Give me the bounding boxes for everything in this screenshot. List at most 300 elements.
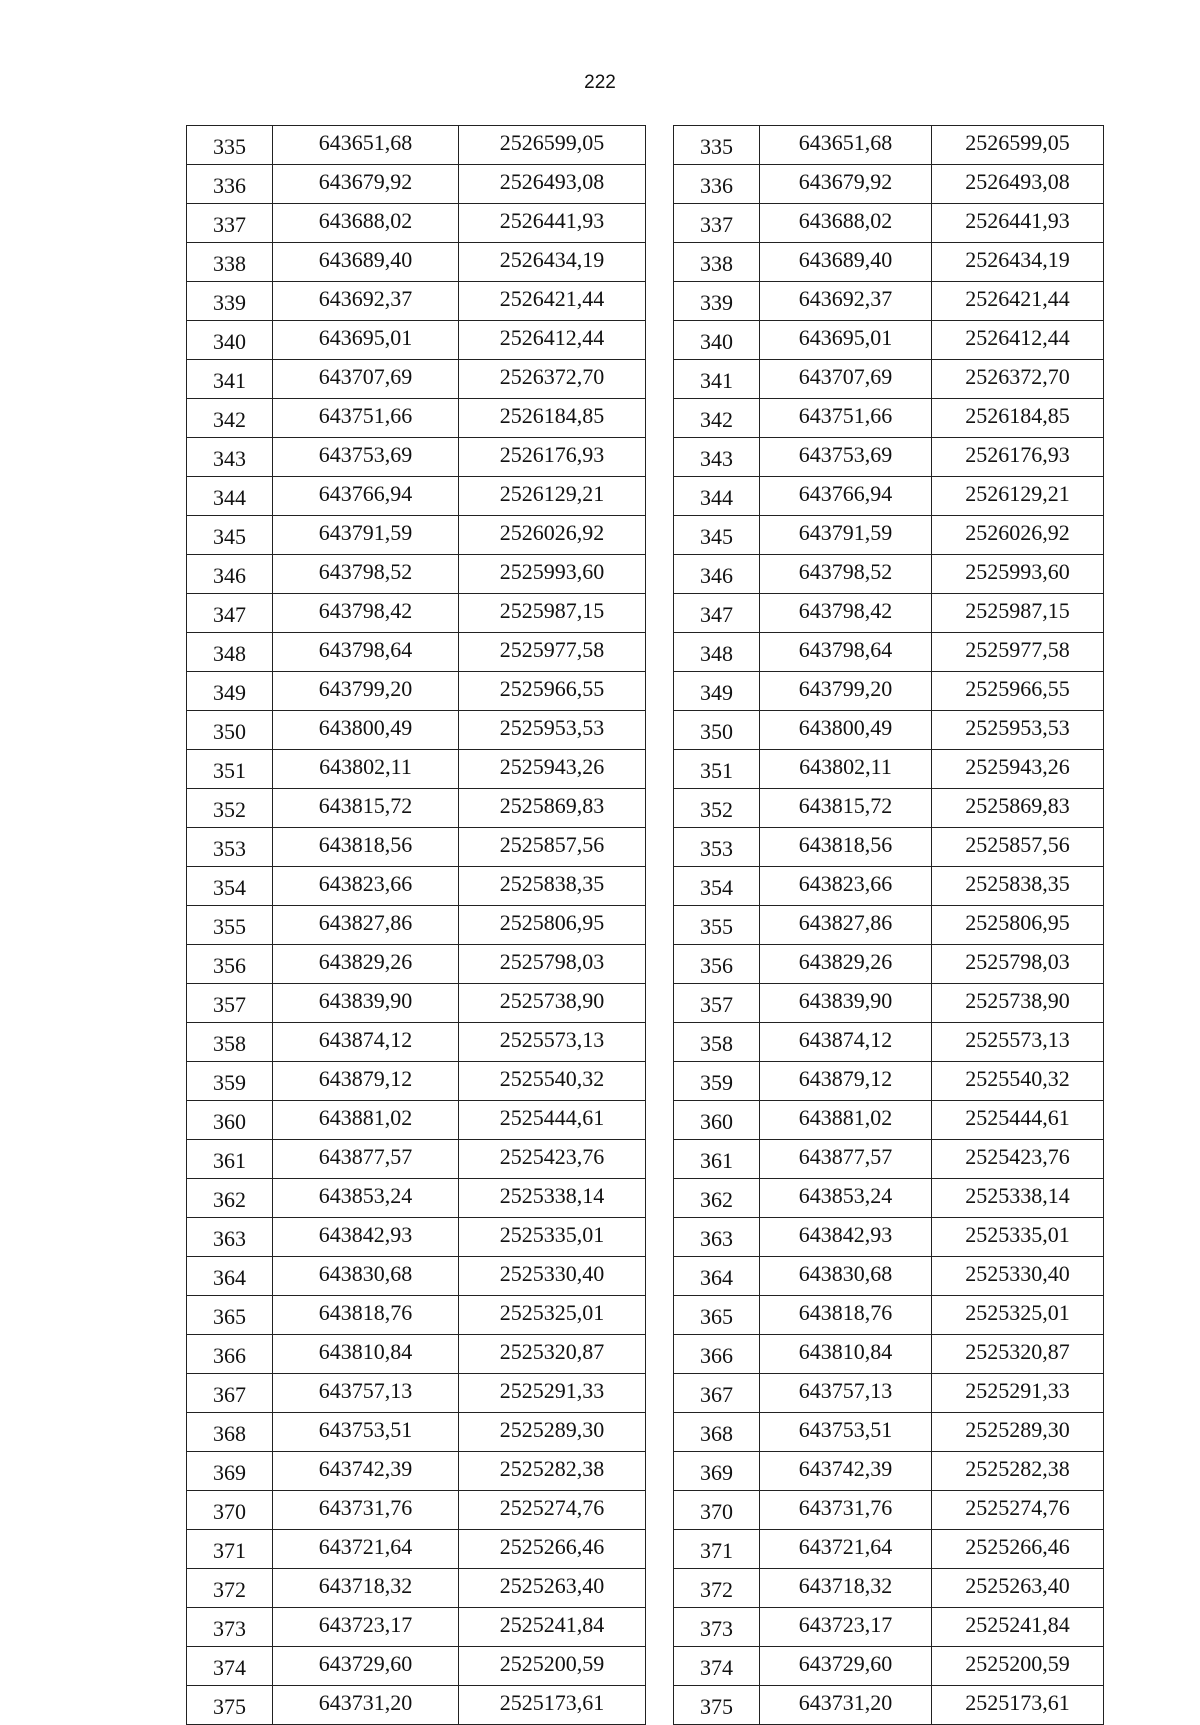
point-number-cell: 349 [674, 672, 760, 711]
y-coordinate-cell: 2525444,61 [459, 1101, 646, 1140]
table-row [674, 672, 1104, 711]
x-coordinate-cell: 643689,40 [273, 243, 459, 282]
point-number-cell: 346 [187, 555, 273, 594]
table-row [674, 1686, 1104, 1725]
x-coordinate-cell: 643791,59 [760, 516, 932, 555]
y-coordinate-cell: 2525977,58 [932, 633, 1104, 672]
y-coordinate-cell: 2525266,46 [459, 1530, 646, 1569]
point-number-cell: 353 [674, 828, 760, 867]
point-number-cell: 366 [187, 1335, 273, 1374]
point-number-cell: 371 [674, 1530, 760, 1569]
y-coordinate-cell: 2525953,53 [932, 711, 1104, 750]
table-row [674, 1374, 1104, 1413]
x-coordinate-cell: 643718,32 [760, 1569, 932, 1608]
x-coordinate-cell: 643688,02 [760, 204, 932, 243]
table-row [187, 906, 646, 945]
point-number-cell: 370 [674, 1491, 760, 1530]
y-coordinate-cell: 2526372,70 [459, 360, 646, 399]
y-coordinate-cell: 2526412,44 [459, 321, 646, 360]
table-row [187, 789, 646, 828]
point-number-cell: 346 [674, 555, 760, 594]
x-coordinate-cell: 643723,17 [273, 1608, 459, 1647]
point-number-cell: 365 [187, 1296, 273, 1335]
x-coordinate-cell: 643839,90 [760, 984, 932, 1023]
point-number-cell: 354 [187, 867, 273, 906]
table-row [187, 1374, 646, 1413]
table-row [674, 945, 1104, 984]
point-number-cell: 359 [674, 1062, 760, 1101]
table-row [187, 867, 646, 906]
point-number-cell: 347 [187, 594, 273, 633]
point-number-cell: 343 [674, 438, 760, 477]
table-row [187, 633, 646, 672]
table-row [674, 282, 1104, 321]
x-coordinate-cell: 643798,52 [760, 555, 932, 594]
point-number-cell: 368 [187, 1413, 273, 1452]
table-row [674, 165, 1104, 204]
point-number-cell: 361 [187, 1140, 273, 1179]
table-row [187, 1335, 646, 1374]
y-coordinate-cell: 2526372,70 [932, 360, 1104, 399]
point-number-cell: 339 [187, 282, 273, 321]
point-number-cell: 338 [187, 243, 273, 282]
y-coordinate-cell: 2526441,93 [932, 204, 1104, 243]
table-row [674, 1530, 1104, 1569]
table-row [674, 1140, 1104, 1179]
point-number-cell: 366 [674, 1335, 760, 1374]
table-row [187, 282, 646, 321]
y-coordinate-cell: 2525540,32 [932, 1062, 1104, 1101]
table-row [674, 1452, 1104, 1491]
point-number-cell: 350 [674, 711, 760, 750]
y-coordinate-cell: 2525200,59 [459, 1647, 646, 1686]
point-number-cell: 375 [674, 1686, 760, 1725]
y-coordinate-cell: 2525838,35 [932, 867, 1104, 906]
y-coordinate-cell: 2525738,90 [459, 984, 646, 1023]
y-coordinate-cell: 2525200,59 [932, 1647, 1104, 1686]
table-row [187, 1062, 646, 1101]
y-coordinate-cell: 2525573,13 [932, 1023, 1104, 1062]
x-coordinate-cell: 643651,68 [273, 126, 459, 165]
y-coordinate-cell: 2525798,03 [459, 945, 646, 984]
table-row [674, 360, 1104, 399]
y-coordinate-cell: 2525857,56 [459, 828, 646, 867]
x-coordinate-cell: 643853,24 [273, 1179, 459, 1218]
x-coordinate-cell: 643879,12 [760, 1062, 932, 1101]
point-number-cell: 358 [674, 1023, 760, 1062]
point-number-cell: 369 [674, 1452, 760, 1491]
table-row [674, 828, 1104, 867]
table-row [187, 1530, 646, 1569]
y-coordinate-cell: 2525282,38 [932, 1452, 1104, 1491]
table-row [674, 321, 1104, 360]
y-coordinate-cell: 2525330,40 [459, 1257, 646, 1296]
y-coordinate-cell: 2526026,92 [932, 516, 1104, 555]
x-coordinate-cell: 643877,57 [760, 1140, 932, 1179]
point-number-cell: 339 [674, 282, 760, 321]
point-number-cell: 353 [187, 828, 273, 867]
x-coordinate-cell: 643815,72 [273, 789, 459, 828]
point-number-cell: 342 [674, 399, 760, 438]
x-coordinate-cell: 643791,59 [273, 516, 459, 555]
table-row [187, 594, 646, 633]
x-coordinate-cell: 643721,64 [760, 1530, 932, 1569]
table-row [674, 867, 1104, 906]
x-coordinate-cell: 643692,37 [273, 282, 459, 321]
x-coordinate-cell: 643688,02 [273, 204, 459, 243]
y-coordinate-cell: 2525993,60 [459, 555, 646, 594]
y-coordinate-cell: 2525806,95 [459, 906, 646, 945]
x-coordinate-cell: 643829,26 [760, 945, 932, 984]
x-coordinate-cell: 643731,76 [273, 1491, 459, 1530]
y-coordinate-cell: 2525966,55 [932, 672, 1104, 711]
point-number-cell: 336 [674, 165, 760, 204]
coordinate-table-body [187, 126, 646, 1725]
x-coordinate-cell: 643874,12 [760, 1023, 932, 1062]
table-row [187, 1101, 646, 1140]
point-number-cell: 356 [187, 945, 273, 984]
table-row [674, 1218, 1104, 1257]
x-coordinate-cell: 643842,93 [760, 1218, 932, 1257]
point-number-cell: 348 [187, 633, 273, 672]
x-coordinate-cell: 643815,72 [760, 789, 932, 828]
x-coordinate-cell: 643853,24 [760, 1179, 932, 1218]
y-coordinate-cell: 2526434,19 [459, 243, 646, 282]
x-coordinate-cell: 643731,20 [760, 1686, 932, 1725]
y-coordinate-cell: 2525335,01 [932, 1218, 1104, 1257]
y-coordinate-cell: 2525977,58 [459, 633, 646, 672]
point-number-cell: 361 [674, 1140, 760, 1179]
x-coordinate-cell: 643810,84 [273, 1335, 459, 1374]
table-row [187, 477, 646, 516]
table-row [187, 1140, 646, 1179]
table-row [674, 1296, 1104, 1335]
y-coordinate-cell: 2525540,32 [459, 1062, 646, 1101]
table-row [187, 399, 646, 438]
y-coordinate-cell: 2525943,26 [459, 750, 646, 789]
table-row [187, 1686, 646, 1725]
y-coordinate-cell: 2525320,87 [932, 1335, 1104, 1374]
table-row [674, 750, 1104, 789]
table-row [674, 906, 1104, 945]
y-coordinate-cell: 2525987,15 [932, 594, 1104, 633]
y-coordinate-cell: 2525806,95 [932, 906, 1104, 945]
x-coordinate-cell: 643818,56 [760, 828, 932, 867]
point-number-cell: 374 [187, 1647, 273, 1686]
table-row [674, 477, 1104, 516]
y-coordinate-cell: 2526421,44 [459, 282, 646, 321]
y-coordinate-cell: 2525289,30 [459, 1413, 646, 1452]
table-row [187, 516, 646, 555]
coordinate-table-right [673, 125, 1104, 1725]
y-coordinate-cell: 2525289,30 [932, 1413, 1104, 1452]
point-number-cell: 357 [187, 984, 273, 1023]
x-coordinate-cell: 643707,69 [760, 360, 932, 399]
point-number-cell: 363 [187, 1218, 273, 1257]
y-coordinate-cell: 2525173,61 [459, 1686, 646, 1725]
point-number-cell: 345 [674, 516, 760, 555]
point-number-cell: 362 [674, 1179, 760, 1218]
table-row [674, 594, 1104, 633]
y-coordinate-cell: 2525274,76 [459, 1491, 646, 1530]
point-number-cell: 347 [674, 594, 760, 633]
point-number-cell: 356 [674, 945, 760, 984]
y-coordinate-cell: 2525335,01 [459, 1218, 646, 1257]
y-coordinate-cell: 2525274,76 [932, 1491, 1104, 1530]
table-row [187, 984, 646, 1023]
x-coordinate-cell: 643651,68 [760, 126, 932, 165]
point-number-cell: 338 [674, 243, 760, 282]
x-coordinate-cell: 643877,57 [273, 1140, 459, 1179]
x-coordinate-cell: 643800,49 [273, 711, 459, 750]
y-coordinate-cell: 2525573,13 [459, 1023, 646, 1062]
table-row [187, 828, 646, 867]
table-row [187, 321, 646, 360]
x-coordinate-cell: 643829,26 [273, 945, 459, 984]
point-number-cell: 362 [187, 1179, 273, 1218]
y-coordinate-cell: 2525869,83 [932, 789, 1104, 828]
x-coordinate-cell: 643695,01 [273, 321, 459, 360]
coordinate-table-left [186, 125, 646, 1725]
y-coordinate-cell: 2525838,35 [459, 867, 646, 906]
y-coordinate-cell: 2525953,53 [459, 711, 646, 750]
table-row [674, 243, 1104, 282]
table-row [187, 360, 646, 399]
x-coordinate-cell: 643751,66 [760, 399, 932, 438]
table-row [674, 516, 1104, 555]
point-number-cell: 372 [674, 1569, 760, 1608]
table-row [674, 1335, 1104, 1374]
point-number-cell: 355 [187, 906, 273, 945]
x-coordinate-cell: 643800,49 [760, 711, 932, 750]
y-coordinate-cell: 2526129,21 [459, 477, 646, 516]
point-number-cell: 363 [674, 1218, 760, 1257]
x-coordinate-cell: 643799,20 [273, 672, 459, 711]
y-coordinate-cell: 2526493,08 [459, 165, 646, 204]
table-row [187, 1296, 646, 1335]
table-row [187, 126, 646, 165]
point-number-cell: 350 [187, 711, 273, 750]
point-number-cell: 337 [187, 204, 273, 243]
point-number-cell: 372 [187, 1569, 273, 1608]
table-row [674, 1491, 1104, 1530]
x-coordinate-cell: 643731,20 [273, 1686, 459, 1725]
point-number-cell: 343 [187, 438, 273, 477]
x-coordinate-cell: 643881,02 [760, 1101, 932, 1140]
x-coordinate-cell: 643798,64 [273, 633, 459, 672]
y-coordinate-cell: 2525325,01 [932, 1296, 1104, 1335]
point-number-cell: 364 [674, 1257, 760, 1296]
point-number-cell: 365 [674, 1296, 760, 1335]
y-coordinate-cell: 2525943,26 [932, 750, 1104, 789]
table-row [674, 1608, 1104, 1647]
table-row [674, 126, 1104, 165]
x-coordinate-cell: 643707,69 [273, 360, 459, 399]
table-row [187, 1491, 646, 1530]
x-coordinate-cell: 643798,64 [760, 633, 932, 672]
x-coordinate-cell: 643802,11 [760, 750, 932, 789]
point-number-cell: 345 [187, 516, 273, 555]
x-coordinate-cell: 643729,60 [760, 1647, 932, 1686]
x-coordinate-cell: 643692,37 [760, 282, 932, 321]
y-coordinate-cell: 2526434,19 [932, 243, 1104, 282]
point-number-cell: 367 [187, 1374, 273, 1413]
x-coordinate-cell: 643827,86 [273, 906, 459, 945]
table-row [187, 1413, 646, 1452]
y-coordinate-cell: 2526441,93 [459, 204, 646, 243]
y-coordinate-cell: 2525266,46 [932, 1530, 1104, 1569]
y-coordinate-cell: 2525966,55 [459, 672, 646, 711]
point-number-cell: 352 [187, 789, 273, 828]
x-coordinate-cell: 643798,42 [273, 594, 459, 633]
point-number-cell: 351 [674, 750, 760, 789]
point-number-cell: 335 [187, 126, 273, 165]
x-coordinate-cell: 643721,64 [273, 1530, 459, 1569]
x-coordinate-cell: 643798,42 [760, 594, 932, 633]
y-coordinate-cell: 2526599,05 [459, 126, 646, 165]
point-number-cell: 352 [674, 789, 760, 828]
x-coordinate-cell: 643881,02 [273, 1101, 459, 1140]
table-row [187, 438, 646, 477]
y-coordinate-cell: 2525738,90 [932, 984, 1104, 1023]
y-coordinate-cell: 2525173,61 [932, 1686, 1104, 1725]
x-coordinate-cell: 643799,20 [760, 672, 932, 711]
table-row [674, 1647, 1104, 1686]
y-coordinate-cell: 2525993,60 [932, 555, 1104, 594]
table-row [674, 438, 1104, 477]
x-coordinate-cell: 643753,51 [760, 1413, 932, 1452]
point-number-cell: 373 [187, 1608, 273, 1647]
y-coordinate-cell: 2526599,05 [932, 126, 1104, 165]
table-row [187, 711, 646, 750]
x-coordinate-cell: 643689,40 [760, 243, 932, 282]
y-coordinate-cell: 2525444,61 [932, 1101, 1104, 1140]
y-coordinate-cell: 2525263,40 [459, 1569, 646, 1608]
y-coordinate-cell: 2525241,84 [932, 1608, 1104, 1647]
y-coordinate-cell: 2525338,14 [459, 1179, 646, 1218]
x-coordinate-cell: 643830,68 [760, 1257, 932, 1296]
y-coordinate-cell: 2525338,14 [932, 1179, 1104, 1218]
point-number-cell: 341 [674, 360, 760, 399]
point-number-cell: 359 [187, 1062, 273, 1101]
x-coordinate-cell: 643695,01 [760, 321, 932, 360]
y-coordinate-cell: 2525325,01 [459, 1296, 646, 1335]
y-coordinate-cell: 2525857,56 [932, 828, 1104, 867]
point-number-cell: 348 [674, 633, 760, 672]
table-row [674, 1179, 1104, 1218]
x-coordinate-cell: 643753,51 [273, 1413, 459, 1452]
x-coordinate-cell: 643718,32 [273, 1569, 459, 1608]
x-coordinate-cell: 643839,90 [273, 984, 459, 1023]
table-row [187, 1608, 646, 1647]
table-row [187, 672, 646, 711]
y-coordinate-cell: 2526184,85 [932, 399, 1104, 438]
table-row [674, 789, 1104, 828]
x-coordinate-cell: 643879,12 [273, 1062, 459, 1101]
table-row [674, 399, 1104, 438]
x-coordinate-cell: 643830,68 [273, 1257, 459, 1296]
y-coordinate-cell: 2525263,40 [932, 1569, 1104, 1608]
table-row [187, 945, 646, 984]
table-row [187, 1647, 646, 1686]
y-coordinate-cell: 2525987,15 [459, 594, 646, 633]
table-row [187, 1179, 646, 1218]
x-coordinate-cell: 643679,92 [273, 165, 459, 204]
x-coordinate-cell: 643827,86 [760, 906, 932, 945]
y-coordinate-cell: 2525330,40 [932, 1257, 1104, 1296]
x-coordinate-cell: 643823,66 [760, 867, 932, 906]
point-number-cell: 344 [674, 477, 760, 516]
table-row [674, 1062, 1104, 1101]
x-coordinate-cell: 643818,76 [760, 1296, 932, 1335]
point-number-cell: 336 [187, 165, 273, 204]
y-coordinate-cell: 2525798,03 [932, 945, 1104, 984]
table-row [674, 1413, 1104, 1452]
y-coordinate-cell: 2526412,44 [932, 321, 1104, 360]
table-row [674, 984, 1104, 1023]
x-coordinate-cell: 643731,76 [760, 1491, 932, 1530]
x-coordinate-cell: 643742,39 [273, 1452, 459, 1491]
table-row [187, 1257, 646, 1296]
x-coordinate-cell: 643766,94 [760, 477, 932, 516]
x-coordinate-cell: 643818,56 [273, 828, 459, 867]
y-coordinate-cell: 2526129,21 [932, 477, 1104, 516]
table-row [674, 1257, 1104, 1296]
table-row [187, 1452, 646, 1491]
x-coordinate-cell: 643679,92 [760, 165, 932, 204]
y-coordinate-cell: 2526026,92 [459, 516, 646, 555]
point-number-cell: 360 [187, 1101, 273, 1140]
point-number-cell: 354 [674, 867, 760, 906]
x-coordinate-cell: 643842,93 [273, 1218, 459, 1257]
x-coordinate-cell: 643818,76 [273, 1296, 459, 1335]
x-coordinate-cell: 643823,66 [273, 867, 459, 906]
table-row [187, 1569, 646, 1608]
y-coordinate-cell: 2525241,84 [459, 1608, 646, 1647]
point-number-cell: 373 [674, 1608, 760, 1647]
table-row [187, 165, 646, 204]
x-coordinate-cell: 643810,84 [760, 1335, 932, 1374]
point-number-cell: 351 [187, 750, 273, 789]
point-number-cell: 367 [674, 1374, 760, 1413]
point-number-cell: 369 [187, 1452, 273, 1491]
table-row [187, 1218, 646, 1257]
y-coordinate-cell: 2526421,44 [932, 282, 1104, 321]
table-row [187, 1023, 646, 1062]
x-coordinate-cell: 643874,12 [273, 1023, 459, 1062]
point-number-cell: 342 [187, 399, 273, 438]
x-coordinate-cell: 643753,69 [760, 438, 932, 477]
table-row [674, 204, 1104, 243]
x-coordinate-cell: 643802,11 [273, 750, 459, 789]
x-coordinate-cell: 643723,17 [760, 1608, 932, 1647]
x-coordinate-cell: 643751,66 [273, 399, 459, 438]
x-coordinate-cell: 643742,39 [760, 1452, 932, 1491]
table-row [674, 633, 1104, 672]
y-coordinate-cell: 2525423,76 [459, 1140, 646, 1179]
table-row [674, 711, 1104, 750]
y-coordinate-cell: 2525423,76 [932, 1140, 1104, 1179]
x-coordinate-cell: 643729,60 [273, 1647, 459, 1686]
table-row [187, 750, 646, 789]
page-number: 222 [584, 72, 616, 93]
y-coordinate-cell: 2525291,33 [932, 1374, 1104, 1413]
point-number-cell: 370 [187, 1491, 273, 1530]
x-coordinate-cell: 643757,13 [760, 1374, 932, 1413]
x-coordinate-cell: 643798,52 [273, 555, 459, 594]
point-number-cell: 360 [674, 1101, 760, 1140]
point-number-cell: 371 [187, 1530, 273, 1569]
